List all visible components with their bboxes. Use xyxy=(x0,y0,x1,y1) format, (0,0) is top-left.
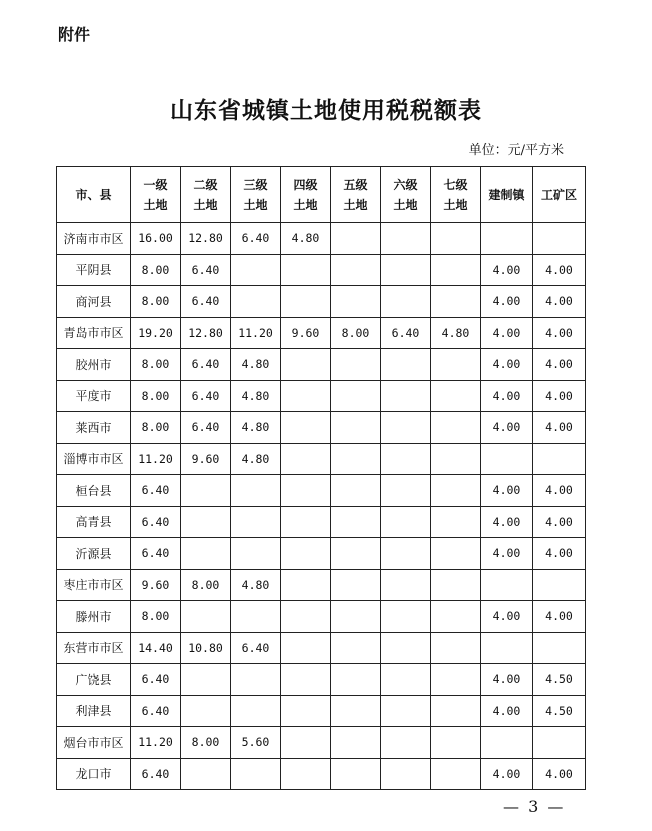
city-cell: 莱西市 xyxy=(57,412,131,444)
rate-cell: 14.40 xyxy=(131,632,181,664)
column-header xyxy=(431,167,481,223)
rate-cell xyxy=(431,223,481,255)
rate-cell: 8.00 xyxy=(131,349,181,381)
rate-cell: 4.00 xyxy=(481,758,533,790)
rate-cell xyxy=(181,664,231,696)
rate-cell: 5.60 xyxy=(231,727,281,759)
column-header-line1: 七级 xyxy=(443,177,468,192)
table-row xyxy=(57,223,586,255)
rate-cell: 4.00 xyxy=(533,317,586,349)
rate-cell xyxy=(431,695,481,727)
rate-cell xyxy=(331,506,381,538)
rate-cell xyxy=(231,506,281,538)
rate-cell: 4.00 xyxy=(533,538,586,570)
rate-cell xyxy=(381,664,431,696)
rate-cell xyxy=(281,254,331,286)
rate-cell: 16.00 xyxy=(131,223,181,255)
rate-cell: 4.50 xyxy=(533,664,586,696)
column-header-line1: 二级 xyxy=(193,177,218,192)
rate-cell: 8.00 xyxy=(131,412,181,444)
rate-cell: 4.80 xyxy=(231,443,281,475)
column-header xyxy=(533,167,586,223)
city-cell: 滕州市 xyxy=(57,601,131,633)
rate-cell xyxy=(331,475,381,507)
city-cell: 平度市 xyxy=(57,380,131,412)
rate-cell xyxy=(231,286,281,318)
rate-cell: 4.80 xyxy=(231,349,281,381)
rate-cell: 6.40 xyxy=(181,380,231,412)
unit-label: 单位：元/平方米 xyxy=(468,143,564,158)
rate-cell xyxy=(331,443,381,475)
city-cell: 利津县 xyxy=(57,695,131,727)
rate-cell xyxy=(431,286,481,318)
page-title: 山东省城镇土地使用税税额表 xyxy=(170,97,482,124)
table-header-row xyxy=(57,167,586,223)
city-cell: 青岛市市区 xyxy=(57,317,131,349)
table-row xyxy=(57,317,586,349)
rate-cell xyxy=(281,695,331,727)
rate-cell: 9.60 xyxy=(281,317,331,349)
rate-cell xyxy=(481,632,533,664)
rate-cell: 4.00 xyxy=(481,349,533,381)
table-row xyxy=(57,758,586,790)
rate-cell xyxy=(381,412,431,444)
rate-cell xyxy=(281,412,331,444)
rate-cell xyxy=(281,538,331,570)
rate-cell: 6.40 xyxy=(131,538,181,570)
column-header xyxy=(57,167,131,223)
table-row xyxy=(57,727,586,759)
column-header-line1: 市、县 xyxy=(75,187,112,202)
rate-cell xyxy=(231,538,281,570)
table-row xyxy=(57,538,586,570)
rate-cell xyxy=(431,727,481,759)
city-cell: 商河县 xyxy=(57,286,131,318)
rate-cell: 6.40 xyxy=(131,506,181,538)
rate-cell xyxy=(431,443,481,475)
rate-cell xyxy=(331,412,381,444)
rate-cell: 8.00 xyxy=(181,569,231,601)
table-row xyxy=(57,286,586,318)
column-header xyxy=(481,167,533,223)
rate-cell xyxy=(331,538,381,570)
table-row xyxy=(57,695,586,727)
table-row xyxy=(57,443,586,475)
rate-cell: 4.00 xyxy=(481,601,533,633)
rate-cell xyxy=(281,758,331,790)
rate-cell xyxy=(431,569,481,601)
attachment-label: 附件 xyxy=(58,25,91,44)
rate-cell: 4.00 xyxy=(533,506,586,538)
rate-cell xyxy=(281,664,331,696)
rate-cell xyxy=(181,506,231,538)
column-header-line2: 土地 xyxy=(443,197,468,212)
rate-cell xyxy=(431,506,481,538)
rate-cell: 12.80 xyxy=(181,317,231,349)
rate-cell xyxy=(381,254,431,286)
rate-cell: 8.00 xyxy=(181,727,231,759)
column-header xyxy=(281,167,331,223)
rate-cell xyxy=(381,569,431,601)
rate-cell: 6.40 xyxy=(181,286,231,318)
rate-cell xyxy=(431,254,481,286)
column-header-line2: 土地 xyxy=(393,197,418,212)
city-cell: 济南市市区 xyxy=(57,223,131,255)
rate-cell: 4.00 xyxy=(533,380,586,412)
rate-cell xyxy=(281,632,331,664)
column-header xyxy=(331,167,381,223)
rate-cell xyxy=(533,443,586,475)
rate-cell: 4.00 xyxy=(481,475,533,507)
rate-cell: 6.40 xyxy=(181,254,231,286)
rate-cell xyxy=(331,758,381,790)
rate-cell xyxy=(281,443,331,475)
city-cell: 桓台县 xyxy=(57,475,131,507)
city-cell: 东营市市区 xyxy=(57,632,131,664)
column-header-line2: 土地 xyxy=(243,197,268,212)
rate-cell xyxy=(281,380,331,412)
rate-cell xyxy=(331,695,381,727)
table-row xyxy=(57,664,586,696)
rate-cell xyxy=(381,727,431,759)
city-cell: 淄博市市区 xyxy=(57,443,131,475)
rate-cell xyxy=(231,664,281,696)
rate-cell xyxy=(381,443,431,475)
rate-cell: 6.40 xyxy=(131,664,181,696)
rate-cell: 4.00 xyxy=(533,412,586,444)
rate-cell: 4.80 xyxy=(231,412,281,444)
table-row xyxy=(57,380,586,412)
rate-cell xyxy=(381,286,431,318)
rate-cell: 4.80 xyxy=(431,317,481,349)
rate-cell xyxy=(533,632,586,664)
rate-cell: 4.50 xyxy=(533,695,586,727)
rate-cell: 4.00 xyxy=(481,664,533,696)
rate-cell: 4.00 xyxy=(481,286,533,318)
rate-cell xyxy=(381,758,431,790)
table-row xyxy=(57,601,586,633)
rate-cell: 4.00 xyxy=(481,317,533,349)
column-header-line2: 土地 xyxy=(343,197,368,212)
city-cell: 枣庄市市区 xyxy=(57,569,131,601)
rate-cell: 11.20 xyxy=(131,443,181,475)
rate-cell xyxy=(231,601,281,633)
rate-cell xyxy=(331,286,381,318)
column-header-line1: 工矿区 xyxy=(540,187,577,202)
rate-cell: 8.00 xyxy=(131,380,181,412)
rate-cell xyxy=(331,632,381,664)
rate-cell xyxy=(281,286,331,318)
column-header-line1: 六级 xyxy=(393,177,418,192)
rate-cell: 4.00 xyxy=(533,349,586,381)
rate-cell: 4.80 xyxy=(231,569,281,601)
rate-cell: 4.00 xyxy=(533,254,586,286)
rate-cell: 11.20 xyxy=(231,317,281,349)
rate-cell xyxy=(281,727,331,759)
rate-cell: 4.00 xyxy=(481,506,533,538)
rate-cell xyxy=(431,538,481,570)
column-header-line2: 土地 xyxy=(293,197,318,212)
rate-cell: 10.80 xyxy=(181,632,231,664)
rate-cell xyxy=(331,380,381,412)
city-cell: 广饶县 xyxy=(57,664,131,696)
column-header xyxy=(381,167,431,223)
rate-cell: 4.00 xyxy=(533,286,586,318)
rate-cell: 6.40 xyxy=(131,475,181,507)
rate-cell: 4.00 xyxy=(481,695,533,727)
rate-cell: 4.00 xyxy=(481,254,533,286)
column-header xyxy=(231,167,281,223)
column-header-line1: 三级 xyxy=(243,177,268,192)
column-header-line1: 四级 xyxy=(293,177,318,192)
rate-cell xyxy=(431,632,481,664)
rate-cell xyxy=(331,727,381,759)
rate-cell: 6.40 xyxy=(231,223,281,255)
rate-cell: 12.80 xyxy=(181,223,231,255)
rate-cell: 4.00 xyxy=(533,601,586,633)
rate-cell xyxy=(331,664,381,696)
rate-cell xyxy=(381,601,431,633)
rate-cell: 9.60 xyxy=(181,443,231,475)
rate-cell: 19.20 xyxy=(131,317,181,349)
rate-cell xyxy=(431,380,481,412)
rate-cell xyxy=(431,349,481,381)
rate-cell: 8.00 xyxy=(131,286,181,318)
table-row xyxy=(57,632,586,664)
rate-cell: 9.60 xyxy=(131,569,181,601)
column-header xyxy=(131,167,181,223)
rate-cell xyxy=(281,601,331,633)
rate-cell xyxy=(381,538,431,570)
city-cell: 龙口市 xyxy=(57,758,131,790)
rate-cell xyxy=(231,475,281,507)
tax-rate-table xyxy=(56,166,586,790)
rate-cell: 8.00 xyxy=(131,601,181,633)
table-row xyxy=(57,569,586,601)
rate-cell xyxy=(533,569,586,601)
rate-cell xyxy=(331,349,381,381)
rate-cell xyxy=(381,223,431,255)
rate-cell xyxy=(331,223,381,255)
rate-cell: 4.80 xyxy=(231,380,281,412)
rate-cell xyxy=(431,412,481,444)
city-cell: 高青县 xyxy=(57,506,131,538)
table-row xyxy=(57,506,586,538)
rate-cell xyxy=(331,601,381,633)
rate-cell xyxy=(481,569,533,601)
rate-cell xyxy=(331,254,381,286)
column-header-line1: 五级 xyxy=(343,177,368,192)
rate-cell xyxy=(231,254,281,286)
rate-cell xyxy=(381,506,431,538)
rate-cell xyxy=(181,695,231,727)
column-header-line1: 建制镇 xyxy=(488,187,525,202)
rate-cell xyxy=(431,758,481,790)
rate-cell xyxy=(381,380,431,412)
rate-cell xyxy=(431,475,481,507)
city-cell: 平阴县 xyxy=(57,254,131,286)
city-cell: 烟台市市区 xyxy=(57,727,131,759)
table-row xyxy=(57,349,586,381)
column-header-line2: 土地 xyxy=(193,197,218,212)
rate-cell: 4.00 xyxy=(481,412,533,444)
rate-cell xyxy=(381,475,431,507)
column-header-line1: 一级 xyxy=(143,177,168,192)
rate-cell: 6.40 xyxy=(181,412,231,444)
rate-cell xyxy=(533,223,586,255)
table-row xyxy=(57,254,586,286)
rate-cell: 6.40 xyxy=(231,632,281,664)
rate-cell: 4.00 xyxy=(481,380,533,412)
rate-cell xyxy=(181,758,231,790)
rate-cell xyxy=(481,727,533,759)
rate-cell: 4.00 xyxy=(533,758,586,790)
page-number: — 3 — xyxy=(503,797,566,816)
rate-cell: 6.40 xyxy=(381,317,431,349)
rate-cell xyxy=(481,223,533,255)
rate-cell: 6.40 xyxy=(131,758,181,790)
rate-cell: 8.00 xyxy=(331,317,381,349)
rate-cell xyxy=(331,569,381,601)
rate-cell xyxy=(431,601,481,633)
table-body xyxy=(57,223,586,790)
table-row xyxy=(57,475,586,507)
column-header xyxy=(181,167,231,223)
rate-cell xyxy=(231,695,281,727)
city-cell: 沂源县 xyxy=(57,538,131,570)
rate-cell xyxy=(381,349,431,381)
rate-cell xyxy=(181,475,231,507)
rate-cell xyxy=(481,443,533,475)
rate-cell: 4.80 xyxy=(281,223,331,255)
rate-cell xyxy=(281,506,331,538)
rate-cell xyxy=(231,758,281,790)
rate-cell xyxy=(281,569,331,601)
rate-cell: 11.20 xyxy=(131,727,181,759)
rate-cell xyxy=(181,601,231,633)
rate-cell: 8.00 xyxy=(131,254,181,286)
column-header-line2: 土地 xyxy=(143,197,168,212)
rate-cell: 6.40 xyxy=(181,349,231,381)
rate-cell xyxy=(281,475,331,507)
rate-cell xyxy=(381,632,431,664)
rate-cell xyxy=(281,349,331,381)
rate-cell xyxy=(381,695,431,727)
city-cell: 胶州市 xyxy=(57,349,131,381)
rate-cell xyxy=(181,538,231,570)
rate-cell xyxy=(533,727,586,759)
rate-cell: 4.00 xyxy=(533,475,586,507)
table-row xyxy=(57,412,586,444)
rate-cell: 4.00 xyxy=(481,538,533,570)
rate-cell xyxy=(431,664,481,696)
rate-cell: 6.40 xyxy=(131,695,181,727)
